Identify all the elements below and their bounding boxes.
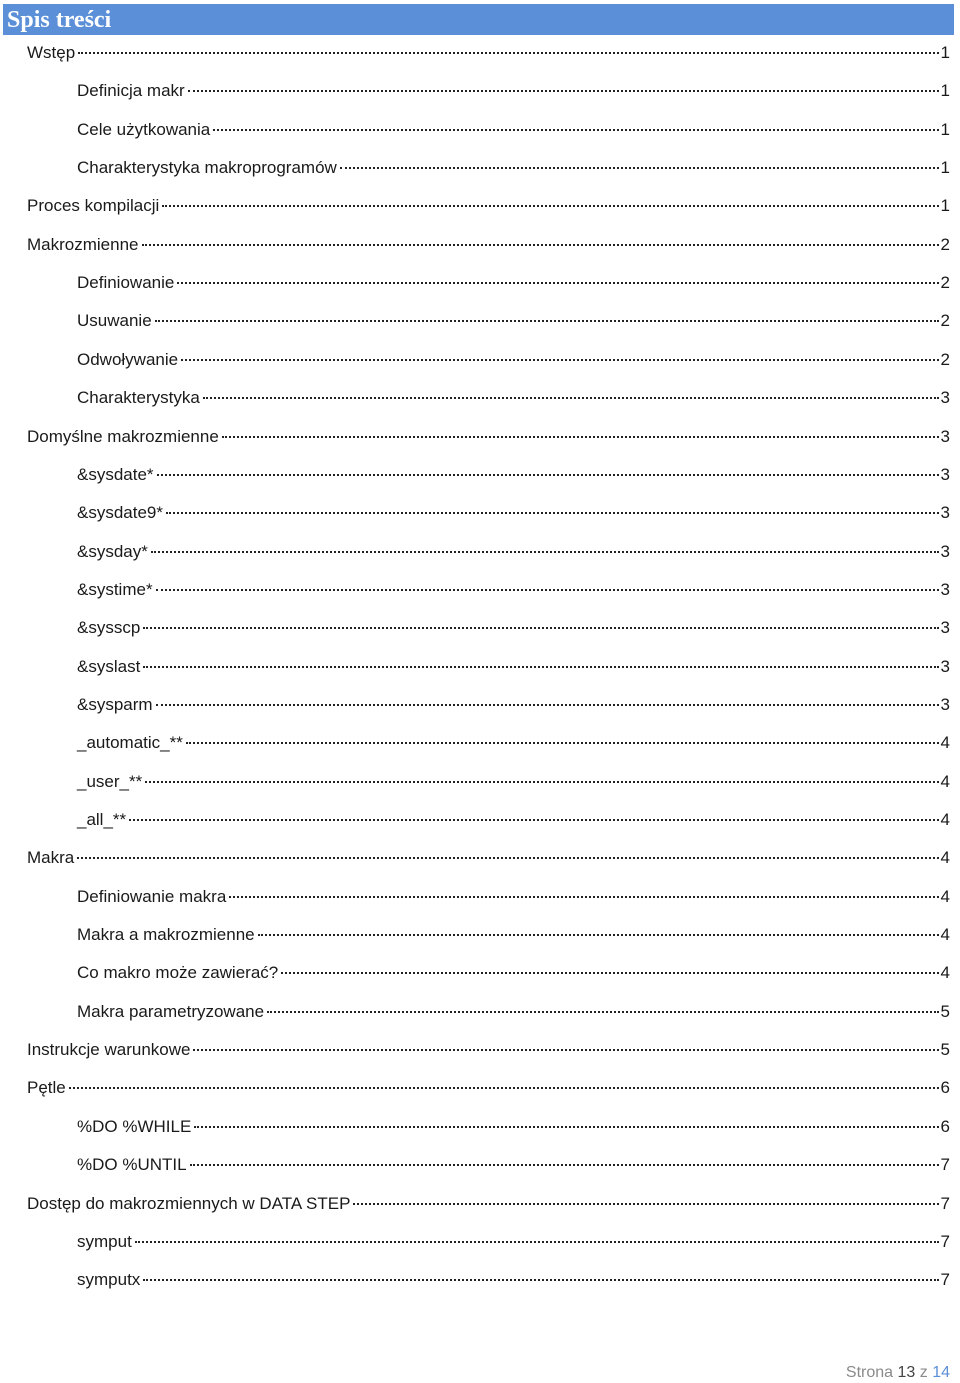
toc-entry-page-number: 4 — [940, 963, 950, 982]
toc-entry[interactable] — [77, 809, 950, 831]
toc-entry[interactable] — [27, 1039, 950, 1061]
toc-entry-page-number: 5 — [940, 1002, 950, 1021]
toc-entry-title: Domyślne makrozmienne — [27, 427, 219, 446]
toc-entry[interactable] — [77, 962, 950, 984]
toc-entry-page-number: 1 — [940, 81, 950, 100]
toc-entry-title: symput — [77, 1232, 132, 1251]
toc-entry-page-number: 4 — [940, 810, 950, 829]
toc-dot-leader — [213, 129, 938, 131]
toc-dot-leader — [194, 1126, 938, 1128]
toc-entry-page-number: 7 — [940, 1155, 950, 1174]
toc-entry-title: &sysscp — [77, 618, 141, 637]
toc-dot-leader — [162, 205, 938, 207]
toc-entry[interactable] — [77, 694, 950, 716]
toc-entry-title: %DO %WHILE — [77, 1117, 192, 1136]
toc-entry[interactable] — [77, 1269, 950, 1291]
toc-entry[interactable] — [77, 157, 950, 179]
toc-entry-page-number: 1 — [940, 120, 950, 139]
toc-dot-leader — [156, 704, 939, 706]
toc-entry-title: Charakterystyka — [77, 388, 200, 407]
toc-entry[interactable] — [77, 1154, 950, 1176]
toc-entry[interactable] — [77, 80, 950, 102]
toc-dot-leader — [156, 589, 939, 591]
toc-entry[interactable] — [77, 656, 950, 678]
toc-dot-leader — [203, 397, 939, 399]
toc-entry-title: &sysdate9* — [77, 503, 163, 522]
toc-entry-title: Definicja makr — [77, 81, 185, 100]
toc-entry[interactable] — [27, 42, 950, 64]
toc-entry-title: Makra a makrozmienne — [77, 925, 255, 944]
toc-entry[interactable] — [77, 579, 950, 601]
toc-entry-title: Definiowanie — [77, 273, 175, 292]
toc-dot-leader — [142, 244, 939, 246]
toc-dot-leader — [77, 857, 938, 859]
toc-entry-title: _all_** — [77, 810, 127, 829]
toc-entry-page-number: 4 — [940, 887, 950, 906]
toc-dot-leader — [78, 52, 938, 54]
toc-entry-title: Pętle — [27, 1078, 66, 1097]
toc-entry-title: Odwoływanie — [77, 350, 179, 369]
toc-entry[interactable] — [27, 847, 950, 869]
toc-entry-page-number: 3 — [940, 542, 950, 561]
toc-entry-title: Wstęp — [27, 43, 76, 62]
toc-title: Spis treści — [7, 7, 112, 33]
toc-entry-page-number: 4 — [940, 733, 950, 752]
toc-dot-leader — [281, 972, 938, 974]
toc-entry-page-number: 3 — [940, 503, 950, 522]
toc-dot-leader — [181, 359, 938, 361]
toc-entry[interactable] — [77, 1116, 950, 1138]
toc-entry-page-number: 2 — [940, 235, 950, 254]
toc-entry-page-number: 3 — [940, 580, 950, 599]
toc-entry[interactable] — [77, 924, 950, 946]
toc-dot-leader — [258, 934, 939, 936]
toc-entry-title: Dostęp do makrozmiennych w DATA STEP — [27, 1194, 351, 1213]
toc-entry-title: &syslast — [77, 657, 141, 676]
toc-entry-title: _automatic_** — [77, 733, 183, 752]
toc-entry-page-number: 3 — [940, 427, 950, 446]
toc-entry-title: Proces kompilacji — [27, 196, 160, 215]
toc-entry[interactable] — [77, 617, 950, 639]
toc-entry[interactable] — [77, 349, 950, 371]
toc-entry-title: _user_** — [77, 772, 143, 791]
toc-entry[interactable] — [77, 464, 950, 486]
toc-entry-title: Charakterystyka makroprogramów — [77, 158, 337, 177]
toc-entry-page-number: 1 — [940, 43, 950, 62]
toc-entry-title: &systime* — [77, 580, 153, 599]
toc-entry-page-number: 3 — [940, 388, 950, 407]
toc-dot-leader — [129, 819, 938, 821]
toc-entry[interactable] — [77, 502, 950, 524]
page-footer — [846, 1363, 950, 1383]
toc-entry-page-number: 3 — [940, 695, 950, 714]
toc-dot-leader — [157, 474, 939, 476]
toc-entry-title: Cele użytkowania — [77, 120, 211, 139]
toc-entry-page-number: 4 — [940, 848, 950, 867]
toc-dot-leader — [135, 1241, 939, 1243]
toc-dot-leader — [229, 896, 938, 898]
toc-entry-title: &sysday* — [77, 542, 148, 561]
toc-entry-title: &sysparm — [77, 695, 153, 714]
toc-entry-page-number: 4 — [940, 925, 950, 944]
toc-entry-title: Makrozmienne — [27, 235, 139, 254]
toc-entry-page-number: 6 — [940, 1078, 950, 1097]
toc-dot-leader — [193, 1049, 938, 1051]
toc-entry[interactable] — [27, 195, 950, 217]
toc-dot-leader — [188, 90, 939, 92]
toc-entry[interactable] — [77, 272, 950, 294]
toc-entry-page-number: 7 — [940, 1270, 950, 1289]
toc-entry-page-number: 3 — [940, 618, 950, 637]
toc-dot-leader — [166, 512, 939, 514]
toc-entry-page-number: 4 — [940, 772, 950, 791]
toc-entry[interactable] — [77, 310, 950, 332]
toc-entry-page-number: 6 — [940, 1117, 950, 1136]
toc-entry-page-number: 5 — [940, 1040, 950, 1059]
toc-entry-page-number: 3 — [940, 465, 950, 484]
toc-entry-page-number: 2 — [940, 350, 950, 369]
footer-prefix: Strona — [845, 1364, 894, 1381]
toc-entry[interactable] — [77, 541, 950, 563]
toc-dot-leader — [69, 1087, 939, 1089]
toc-entry[interactable] — [77, 119, 950, 141]
toc-entry-page-number: 2 — [940, 311, 950, 330]
toc-entry[interactable] — [77, 771, 950, 793]
toc-entry-title: Definiowanie makra — [77, 887, 227, 906]
toc-entry[interactable] — [27, 1077, 950, 1099]
toc-entry-page-number: 7 — [940, 1232, 950, 1251]
toc-header-bar — [3, 4, 954, 35]
toc-dot-leader — [145, 781, 938, 783]
toc-dot-leader — [222, 436, 939, 438]
toc-dot-leader — [143, 1279, 938, 1281]
toc-dot-leader — [186, 742, 939, 744]
toc-dot-leader — [143, 666, 938, 668]
toc-entry-title: %DO %UNTIL — [77, 1155, 187, 1174]
footer-total-pages: 14 — [932, 1364, 950, 1381]
toc-entry[interactable] — [77, 732, 950, 754]
toc-entry-page-number: 1 — [940, 196, 950, 215]
toc-entry[interactable] — [77, 886, 950, 908]
toc-entry-title: Usuwanie — [77, 311, 152, 330]
toc-entry[interactable] — [27, 426, 950, 448]
toc-entry-title: Makra — [27, 848, 75, 867]
footer-current-page: 13 — [897, 1364, 916, 1381]
toc-dot-leader — [353, 1203, 938, 1205]
toc-dot-leader — [151, 551, 939, 553]
toc-entry[interactable] — [77, 387, 950, 409]
toc-entry-title: symputx — [77, 1270, 141, 1289]
toc-entry-page-number: 2 — [940, 273, 950, 292]
toc-entry-page-number: 1 — [940, 158, 950, 177]
toc-entry[interactable] — [77, 1231, 950, 1253]
toc-dot-leader — [267, 1011, 938, 1013]
toc-entry-title: Makra parametryzowane — [77, 1002, 265, 1021]
toc-dot-leader — [177, 282, 938, 284]
toc-entry-page-number: 7 — [940, 1194, 950, 1213]
toc-entry-page-number: 3 — [940, 657, 950, 676]
toc-dot-leader — [340, 167, 939, 169]
toc-dot-leader — [155, 320, 939, 322]
toc-entry[interactable] — [27, 234, 950, 256]
footer-separator: z — [919, 1364, 928, 1381]
toc-dot-leader — [190, 1164, 939, 1166]
toc-entry[interactable] — [77, 1001, 950, 1023]
toc-dot-leader — [143, 627, 938, 629]
toc-entry[interactable] — [27, 1193, 950, 1215]
toc-entry-title: Instrukcje warunkowe — [27, 1040, 191, 1059]
toc-entry-title: &sysdate* — [77, 465, 154, 484]
toc-entry-title: Co makro może zawierać? — [77, 963, 279, 982]
